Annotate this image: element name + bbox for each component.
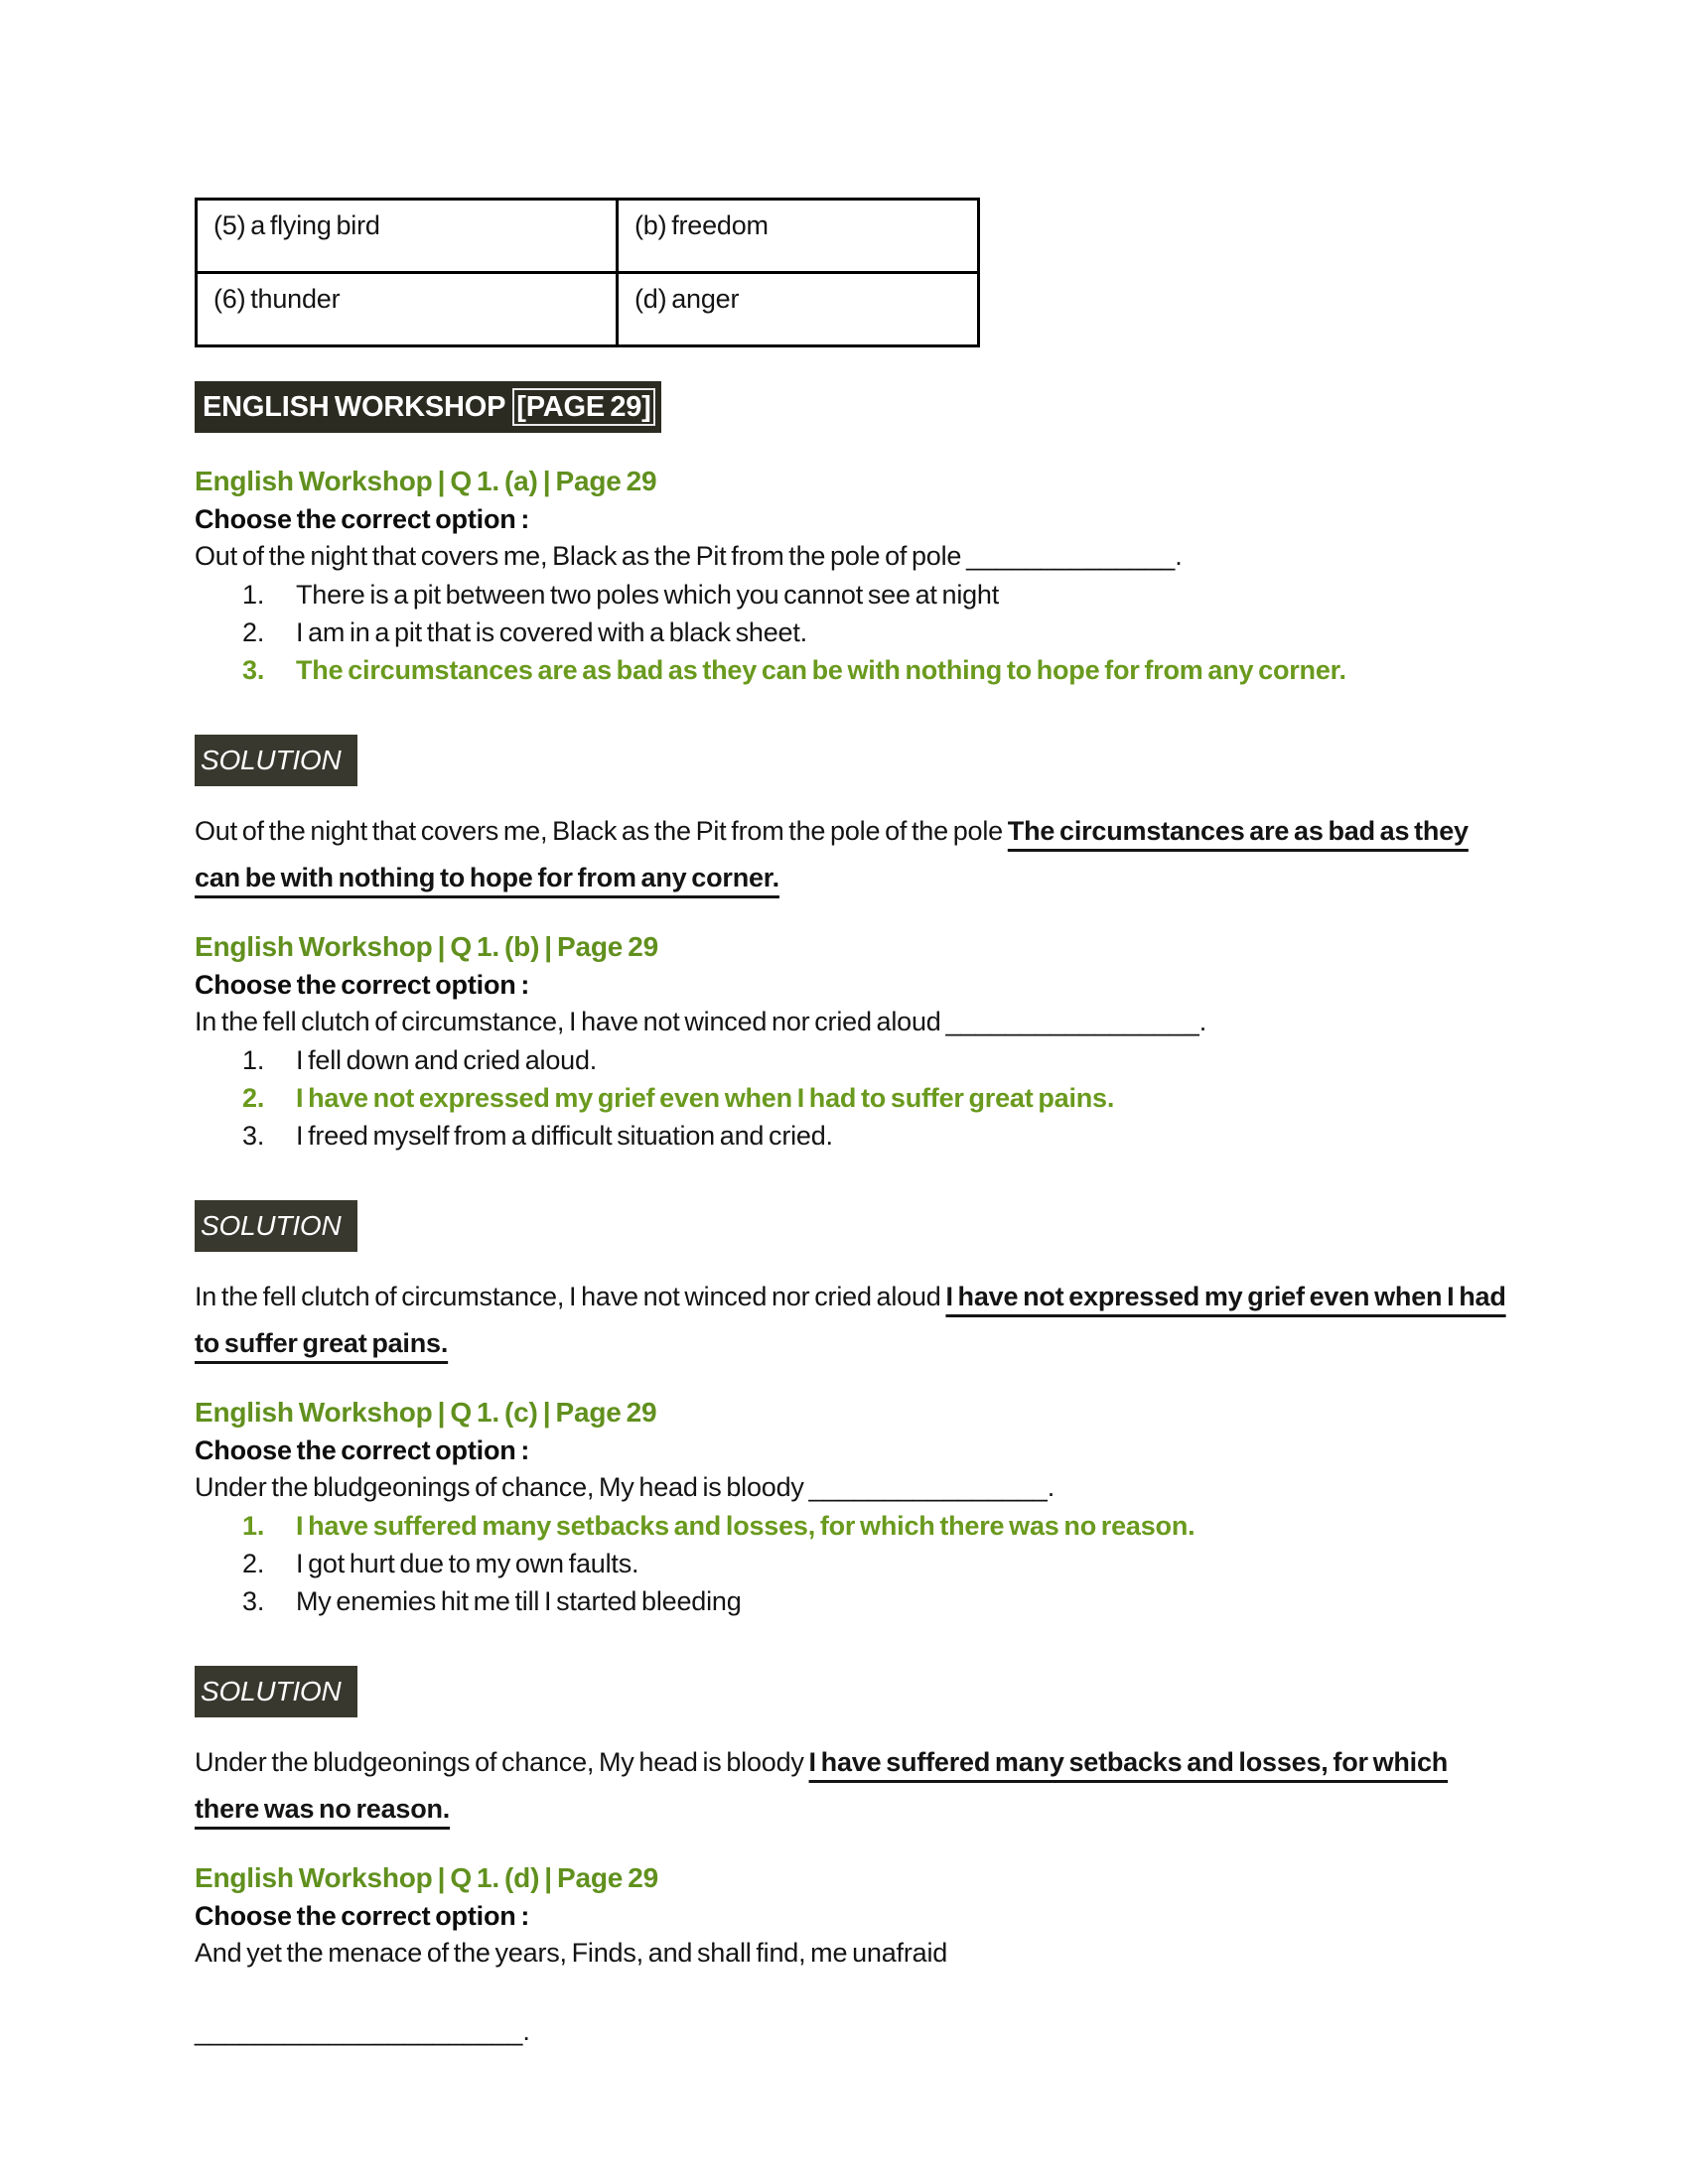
option-1 [242, 576, 1503, 614]
option-number: 1. [242, 580, 265, 610]
question-stem: In the fell clutch of circumstance, I have not winced nor cried aloud [195, 1007, 941, 1036]
option-text: I got hurt due to my own faults. [296, 1549, 639, 1578]
question-text: And yet the menace of the years, Finds, and shall find, me unafraid [195, 1938, 948, 1968]
options-list [242, 1507, 1503, 1620]
table-row [197, 200, 979, 273]
option-2-correct [242, 1079, 1503, 1117]
solution-plain: In the fell clutch of circumstance, I have not winced nor cried aloud [195, 1282, 941, 1311]
solution-answer: I have suffered many setbacks and losses, for which there was no reason. [195, 1747, 1449, 1824]
table-cell-answer: (b) freedom [618, 200, 979, 273]
option-1-correct [242, 1507, 1503, 1545]
options-list [242, 1041, 1503, 1155]
solution-badge-row [195, 689, 1509, 786]
question-stem: Under the bludgeonings of chance, My head is bloody [195, 1472, 804, 1502]
question-section-a [195, 463, 1509, 901]
option-text: I am in a pit that is covered with a black sheet. [296, 617, 807, 647]
question-heading: English Workshop | Q 1. (a) | Page 29 [195, 466, 657, 496]
question-prompt: Choose the correct option : [195, 504, 530, 534]
solution-badge: SOLUTION [195, 1666, 357, 1717]
option-text: I freed myself from a difficult situation and cried. [296, 1121, 833, 1151]
solution-text [195, 1739, 1509, 1833]
option-text: The circumstances are as bad as they can be with nothing to hope for from any corner. [296, 655, 1346, 685]
option-text: I have suffered many setbacks and losses, for which there was no reason. [296, 1511, 1196, 1541]
answer-blank: ________________. [808, 1472, 1055, 1502]
solution-answer: I have not expressed my grief even when I had to suffer great pains. [195, 1282, 1506, 1358]
question-section-d [195, 1859, 1509, 2050]
table-row [197, 273, 979, 346]
solution-text [195, 808, 1509, 901]
option-number: 2. [242, 617, 265, 647]
option-number: 3. [242, 1121, 265, 1151]
answer-blank: ______________. [966, 541, 1183, 571]
question-heading: English Workshop | Q 1. (c) | Page 29 [195, 1397, 657, 1428]
option-number: 2. [242, 1083, 265, 1113]
question-text [195, 1004, 1505, 1040]
answer-blank: _________________. [945, 1007, 1207, 1036]
solution-badge-row [195, 1155, 1509, 1252]
section-header-page-ref: [PAGE 29] [512, 388, 654, 426]
question-prompt: Choose the correct option : [195, 1901, 530, 1931]
table-cell-answer: (d) anger [618, 273, 979, 346]
option-number: 3. [242, 1586, 265, 1616]
solution-answer: The circumstances are as bad as they can be with nothing to hope for from any corner. [195, 816, 1469, 892]
solution-badge: SOLUTION [195, 735, 357, 786]
option-1 [242, 1041, 1503, 1079]
question-stem: Out of the night that covers me, Black as the Pit from the pole of pole [195, 541, 962, 571]
option-number: 1. [242, 1511, 265, 1541]
option-text: I fell down and cried aloud. [296, 1045, 598, 1075]
solution-text [195, 1274, 1509, 1367]
solution-plain: Out of the night that covers me, Black as the Pit from the pole of the pole [195, 816, 1003, 846]
question-prompt: Choose the correct option : [195, 970, 530, 1000]
section-header-badge [195, 381, 661, 433]
table-cell-item: (5) a flying bird [197, 200, 618, 273]
option-number: 2. [242, 1549, 265, 1578]
option-3-correct [242, 651, 1503, 689]
solution-badge: SOLUTION [195, 1200, 357, 1252]
question-section-c [195, 1394, 1509, 1833]
option-text: There is a pit between two poles which you cannot see at night [296, 580, 1000, 610]
option-3 [242, 1117, 1503, 1155]
option-2 [242, 614, 1503, 651]
match-table [195, 198, 980, 347]
option-3 [242, 1582, 1503, 1620]
option-number: 3. [242, 655, 265, 685]
section-header-title: ENGLISH WORKSHOP [203, 391, 506, 423]
solution-plain: Under the bludgeonings of chance, My head is bloody [195, 1747, 804, 1777]
answer-blank: ______________________. [195, 2016, 530, 2046]
options-list [242, 576, 1503, 689]
question-prompt: Choose the correct option : [195, 1435, 530, 1465]
question-heading: English Workshop | Q 1. (d) | Page 29 [195, 1862, 658, 1893]
question-text [195, 1469, 1505, 1506]
option-number: 1. [242, 1045, 265, 1075]
table-cell-item: (6) thunder [197, 273, 618, 346]
option-text: I have not expressed my grief even when I had to suffer great pains. [296, 1083, 1115, 1113]
question-heading: English Workshop | Q 1. (b) | Page 29 [195, 931, 658, 962]
question-text [195, 538, 1505, 575]
solution-badge-row [195, 1620, 1509, 1717]
section-header-row [195, 347, 1509, 433]
option-text: My enemies hit me till I started bleeding [296, 1586, 742, 1616]
question-section-b [195, 928, 1509, 1367]
option-2 [242, 1545, 1503, 1582]
